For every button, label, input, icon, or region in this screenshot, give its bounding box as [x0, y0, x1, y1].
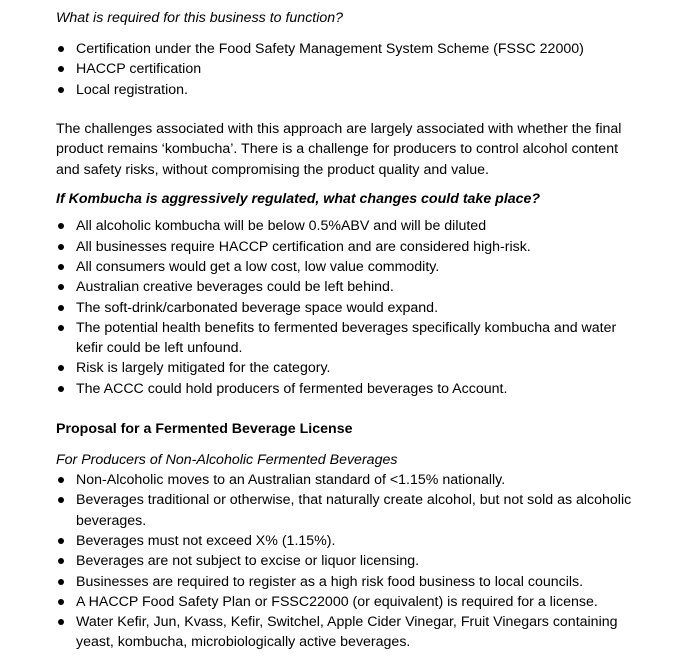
bullet-icon	[58, 46, 64, 52]
list-item: All consumers would get a low cost, low value commodity.	[56, 257, 676, 277]
list-item: All businesses require HACCP certification and are considered high-risk.	[56, 237, 676, 257]
list-item: Beverages traditional or otherwise, that naturally create alcohol, but not sold as alcoholic beverages.	[56, 490, 676, 531]
regulation-question: If Kombucha is aggressively regulated, what changes could take place?	[56, 191, 541, 208]
bullet-icon	[58, 579, 64, 585]
business-requirements-question: What is required for this business to function?	[56, 10, 344, 26]
list-item: The soft-drink/carbonated beverage space would expand.	[56, 298, 676, 318]
business-requirements-list	[56, 39, 676, 100]
list-item: Australian creative beverages could be left behind.	[56, 277, 676, 297]
list-item: The ACCC could hold producers of fermented beverages to Account.	[56, 379, 676, 399]
proposal-subtitle: For Producers of Non-Alcoholic Fermented Beverages	[56, 451, 398, 468]
bullet-icon	[58, 497, 64, 503]
proposal-list	[56, 470, 676, 653]
bullet-icon	[58, 599, 64, 605]
bullet-icon	[58, 305, 64, 311]
bullet-icon	[58, 619, 64, 625]
list-item: HACCP certification	[56, 59, 676, 79]
bullet-icon	[58, 365, 64, 371]
list-item: The potential health benefits to fermented beverages specifically kombucha and water kefir could be left unfound.	[56, 318, 676, 359]
paragraph-line: The challenges associated with this approach are largely associated with whether the final	[56, 120, 622, 137]
proposal-title: Proposal for a Fermented Beverage License	[56, 421, 353, 438]
bullet-icon	[58, 284, 64, 290]
paragraph-line: and safety risks, without compromising the product quality and value.	[56, 161, 489, 178]
bullet-icon	[58, 386, 64, 392]
paragraph-line: product remains ‘kombucha’. There is a challenge for producers to control alcohol content	[56, 141, 619, 158]
bullet-icon	[58, 325, 64, 331]
bullet-icon	[58, 244, 64, 250]
list-item: Beverages must not exceed X% (1.15%).	[56, 531, 676, 551]
bullet-icon	[58, 477, 64, 483]
list-item: A HACCP Food Safety Plan or FSSC22000 (or equivalent) is required for a license.	[56, 592, 676, 612]
bullet-icon	[58, 558, 64, 564]
list-item: Local registration.	[56, 80, 676, 100]
bullet-icon	[58, 538, 64, 544]
challenges-paragraph	[56, 119, 676, 181]
list-item: All alcoholic kombucha will be below 0.5%ABV and will be diluted	[56, 216, 676, 236]
list-item: Businesses are required to register as a high risk food business to local councils.	[56, 572, 676, 592]
list-item: Risk is largely mitigated for the category.	[56, 358, 676, 378]
bullet-icon	[58, 87, 64, 93]
regulation-changes-list	[56, 216, 676, 399]
document-page	[56, 6, 676, 653]
list-item: Certification under the Food Safety Management System Scheme (FSSC 22000)	[56, 39, 676, 59]
bullet-icon	[58, 264, 64, 270]
list-item: Non-Alcoholic moves to an Australian standard of <1.15% nationally.	[56, 470, 676, 490]
bullet-icon	[58, 223, 64, 229]
list-item: Water Kefir, Jun, Kvass, Kefir, Switchel, Apple Cider Vinegar, Fruit Vinegars containing yeast, kombucha, microbiologically active beverages.	[56, 612, 676, 653]
list-item: Beverages are not subject to excise or liquor licensing.	[56, 551, 676, 571]
bullet-icon	[58, 66, 64, 72]
